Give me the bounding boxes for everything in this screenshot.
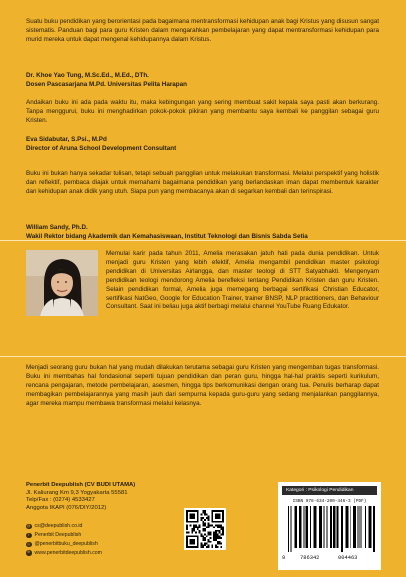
- publisher-info: [26, 482, 176, 513]
- contact-text: www.penerbitdeepublish.com: [34, 549, 102, 556]
- barcode-digits-right: 004463: [338, 555, 358, 561]
- review-quote-3: Buku ini bukan hanya sekadar tulisan, tetapi sebuah panggilan untuk melakukan transformasi. Melalui perspektif yang holistik dan reflektif, pembaca diajak untuk memahami bagaimana pendidikan yang berlandaskan iman dapat membentuk karakter dan kehidupan anak didik yang utuh. Siapa pun yang membacanya akan di segarkan kembali dan terinspirasi.: [26, 170, 379, 195]
- contact-instagram[interactable]: [26, 540, 166, 549]
- barcode-digit-left: 9: [282, 555, 286, 561]
- reviewer-name: William Sandy, Ph.D.: [26, 224, 88, 231]
- publisher-phone: Telp/Fax : (0274) 4533427: [26, 497, 95, 504]
- instagram-icon: ◎: [27, 541, 31, 546]
- barcode-digits-middle: 786342: [300, 555, 320, 561]
- publisher-ikapi: Anggota IKAPI (076/DIY/2012): [26, 505, 107, 512]
- web-icon: ⊕: [27, 550, 31, 555]
- reviewer-1: [26, 72, 386, 90]
- contact-text: @penerbitbuku_deepublish: [34, 540, 98, 547]
- contact-text: cs@deepublish.co.id: [34, 523, 83, 529]
- review-quote-2: Andaikan buku ini ada pada waktu itu, maka kebingungan yang sering membuat sakit kepala saya pasti akan berkurang. Tanpa menggurui, buku ini menghadirkan pokok-pokok pikiran yang membantu saya kembali ke panggilan sebagai guru Kristen.: [26, 99, 379, 124]
- barcode: [288, 506, 375, 552]
- reviewer-name: Dr. Khoe Yao Tung, M.Sc.Ed., M.Ed., DTh.: [26, 72, 149, 79]
- publisher-name: Penerbit Deepublish (CV BUDI UTAMA): [26, 482, 136, 488]
- reviewer-role: Director of Aruna School Development Consultant: [26, 144, 177, 152]
- email-icon: @: [26, 523, 31, 528]
- reviewer-role: Wakil Rektor bidang Akademik dan Kemahasiswaan, Institut Teknologi dan Bisnis Sabda Setia: [26, 232, 308, 240]
- contact-text: Penerbit Deepublish: [34, 531, 82, 538]
- facebook-icon: f: [26, 533, 32, 539]
- contact-facebook[interactable]: [26, 531, 166, 540]
- publisher-contacts: [26, 522, 166, 558]
- category-label: Kategori : Psikologi Pendidikan: [282, 486, 377, 495]
- author-bio: [26, 250, 379, 316]
- review-quote-1: Suatu buku pendidikan yang berorientasi pada bagaimana mentransformasi kehidupan anak bagi Kristus yang disusun sangat sistematis. Panduan bagi para guru Kristen dalam mengarahkan pembelajaran yang dapat mentransformasi kehidupan para murid mereka untuk dapat mengenal kehidupannya dalam Kristus.: [26, 18, 379, 43]
- isbn-number: ISBN 978-634-200-446-3 (PDF): [292, 499, 367, 504]
- section-divider: [0, 240, 406, 241]
- qr-code[interactable]: [184, 508, 226, 550]
- reviewer-2: [26, 136, 386, 154]
- book-synopsis: Menjadi seorang guru bukan hal yang mudah dilakukan terutama sebagai guru Kristen yang mengemban tugas transformasi. Buku ini membahas hal fondasional seperti tujuan pendidikan dan peran guru, hingga hal-hal praktis seperti kurikulum, rencana pengajaran, metode pembelajaran, asesmen, hingga tips berkomunikasi dengan orang tua. Penulis berharap dapat membagikan pembelajarannya yang masih jauh dari sempurna kepada guru-guru yang sedang menjalankan panggilannya, agar mereka mampu membawa transformasi melalui kelasnya.: [26, 364, 379, 407]
- contact-email[interactable]: [26, 522, 166, 531]
- section-divider: [0, 356, 406, 357]
- reviewer-role: Dosen Pascasarjana M.Pd. Universitas Pelita Harapan: [26, 80, 187, 88]
- reviewer-name: Eva Sidabutar, S.Psi., M.Pd: [26, 136, 107, 143]
- publisher-address: Jl. Kaliurang Km 9,3 Yogyakarta 55581: [26, 489, 128, 496]
- author-bio-text: Memulai karir pada tahun 2011, Amelia merasakan jatuh hati pada dunia pendidikan. Untuk menjadi guru Kristen yang lebih efektif, Amelia mengambil pendidikan master psikologi pendidikan di Universitas Airlangga, dan master teologi di STT Satyabhakti. Mengenyam pendidikan teologi mendorong Amelia berefleksi tentang Pendidikan Kristen dan guru Kristen. Selain pendidikan formal, Amelia juga memegang berbagai sertifikasi Christian Educator, sertifikasi NatGeo, Google for Education Trainer, trainer BNSP, NLP practitioners, dan Behaviour Consultant. Saat ini beliau juga aktif berbagi melalui channel YouTube Ruang Edukator.: [106, 250, 379, 311]
- isbn-barcode-box: [278, 482, 381, 570]
- contact-website[interactable]: [26, 549, 166, 558]
